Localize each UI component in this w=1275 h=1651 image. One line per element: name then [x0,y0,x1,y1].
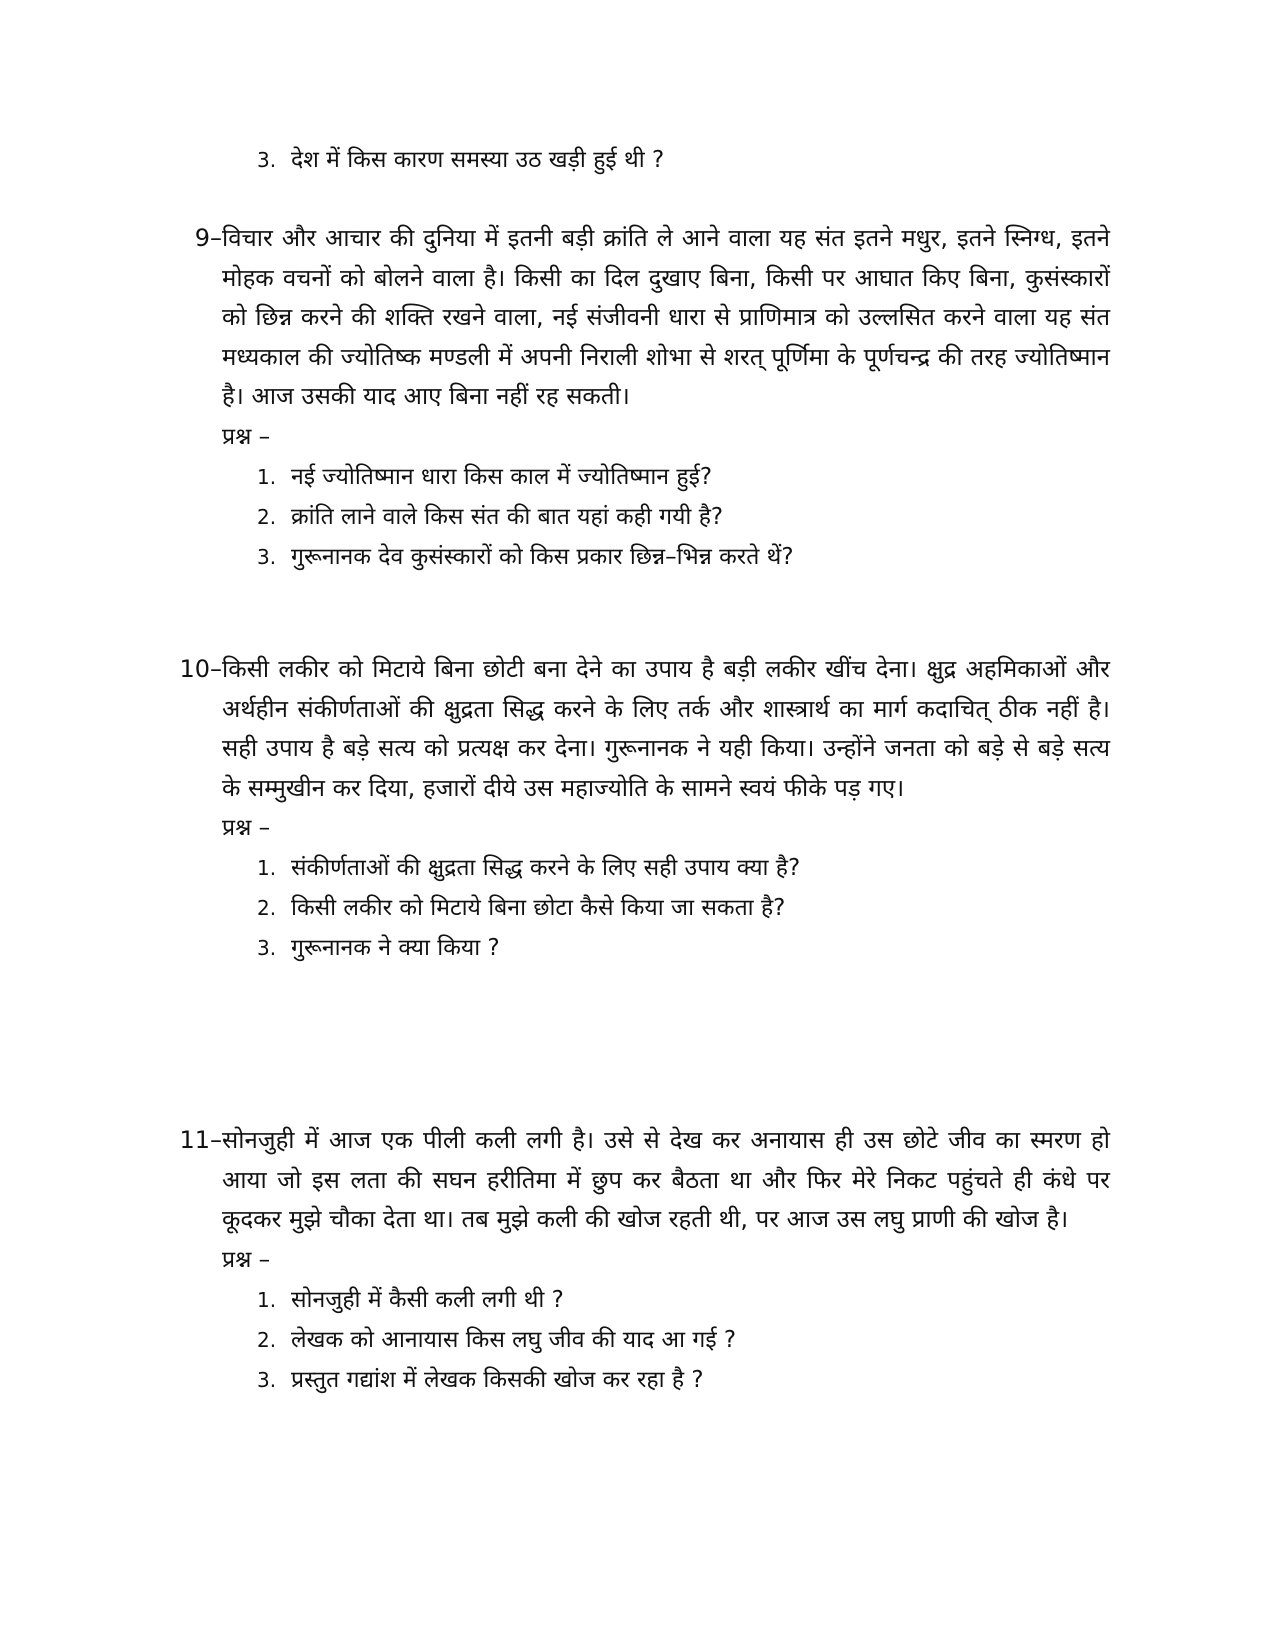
question-text: सोनजुही में कैसी कली लगी थी ? [291,1286,564,1313]
passage-block-11 [0,1121,1275,1400]
question-item [257,928,1275,968]
passage-block-9 [0,219,1275,577]
question-item [257,142,664,178]
question-item [257,848,1275,888]
question-text: देश में किस कारण समस्या उठ खड़ी हुई थी ? [291,147,665,173]
question-number: 3. [257,148,277,172]
question-text: गुरूनानक ने क्या किया ? [291,935,500,961]
question-number: 2. [257,504,277,529]
question-text: नई ज्योतिष्मान धारा किस काल में ज्योतिष्मान हुई? [291,463,713,490]
passage-number: 10– [179,655,222,683]
question-heading: प्रश्न – [222,815,271,841]
question-text: संकीर्णताओं की क्षुद्रता सिद्ध करने के लिए सही उपाय क्या है? [291,855,801,881]
question-list [257,848,1275,968]
passage-block-10 [0,650,1275,968]
question-item [257,497,1275,537]
passage-text: सोनजुही में आज एक पीली कली लगी है। उसे से देख कर अनायास ही उस छोटे जीव का स्मरण हो आया जो इस लता की सघन हरीतिमा में छुप कर बैठता था और फिर मेरे निकट पहुंचते ही कंधे पर कूदकर मुझे चौका देता था। तब मुझे कली की खोज रहती थी, पर आज उस लघु प्राणी की खोज है। [222,1126,1110,1233]
question-text: क्रांति लाने वाले किस संत की बात यहां कही गयी है? [291,503,724,530]
question-item [257,888,1275,928]
passage-text: किसी लकीर को मिटाये बिना छोटी बना देने का उपाय है बड़ी लकीर खींच देना। क्षुद्र अहमिकाओं और अर्थहीन संकीर्णताओं की क्षुद्रता सिद्ध करने के लिए तर्क और शास्त्रार्थ का मार्ग कदाचित् ठीक नहीं है। सही उपाय है बड़े सत्य को प्रत्यक्ष कर देना। गुरूनानक ने यही किया। उन्होंने जनता को बड़े से बड़े सत्य के सम्मुखीन कर दिया, हजारों दीये उस महाज्योति के सामने स्वयं फीके पड़ गए। [222,655,1110,802]
passage-11 [179,1121,1110,1240]
question-item [257,1280,1275,1320]
question-number: 1. [257,856,277,880]
question-list [257,1280,1275,1400]
question-number: 3. [257,936,277,960]
question-text: किसी लकीर को मिटाये बिना छोटा कैसे किया जा सकता है? [291,895,786,921]
passage-10 [179,650,1110,808]
passage-9 [194,219,1110,417]
question-number: 3. [257,1367,277,1392]
question-item [257,457,1275,497]
question-number: 2. [257,896,277,920]
question-number: 3. [257,544,277,569]
question-text: लेखक को आनायास किस लघु जीव की याद आ गई ? [291,1326,737,1353]
question-item [257,537,1275,577]
question-item [257,1320,1275,1360]
passage-number: 9– [194,224,222,252]
question-number: 1. [257,464,277,489]
passage-text: विचार और आचार की दुनिया में इतनी बड़ी क्रांति ले आने वाला यह संत इतने मधुर, इतने स्निग्ध, इतने मोहक वचनों को बोलने वाला है। किसी का दिल दुखाए बिना, किसी पर आघात किए बिना, कुसंस्कारों को छिन्न करने की शक्ति रखने वाला, नई संजीवनी धारा से प्राणिमात्र को उल्लसित करने वाला यह संत मध्यकाल की ज्योतिष्क मण्डली में अपनी निराली शोभा से शरत् पूर्णिमा के पूर्णचन्द्र की तरह ज्योतिष्मान है। आज उसकी याद आए बिना नहीं रह सकती। [222,224,1110,410]
question-number: 1. [257,1287,277,1312]
question-text: गुरूनानक देव कुसंस्कारों को किस प्रकार छिन्न–भिन्न करते थें? [291,543,794,570]
question-heading: प्रश्न – [222,423,271,450]
question-list [257,457,1275,577]
question-item [257,1360,1275,1400]
question-number: 2. [257,1327,277,1352]
passage-number: 11– [179,1126,222,1154]
question-text: प्रस्तुत गद्यांश में लेखक किसकी खोज कर रहा है ? [291,1366,704,1393]
question-heading: प्रश्न – [222,1246,271,1273]
